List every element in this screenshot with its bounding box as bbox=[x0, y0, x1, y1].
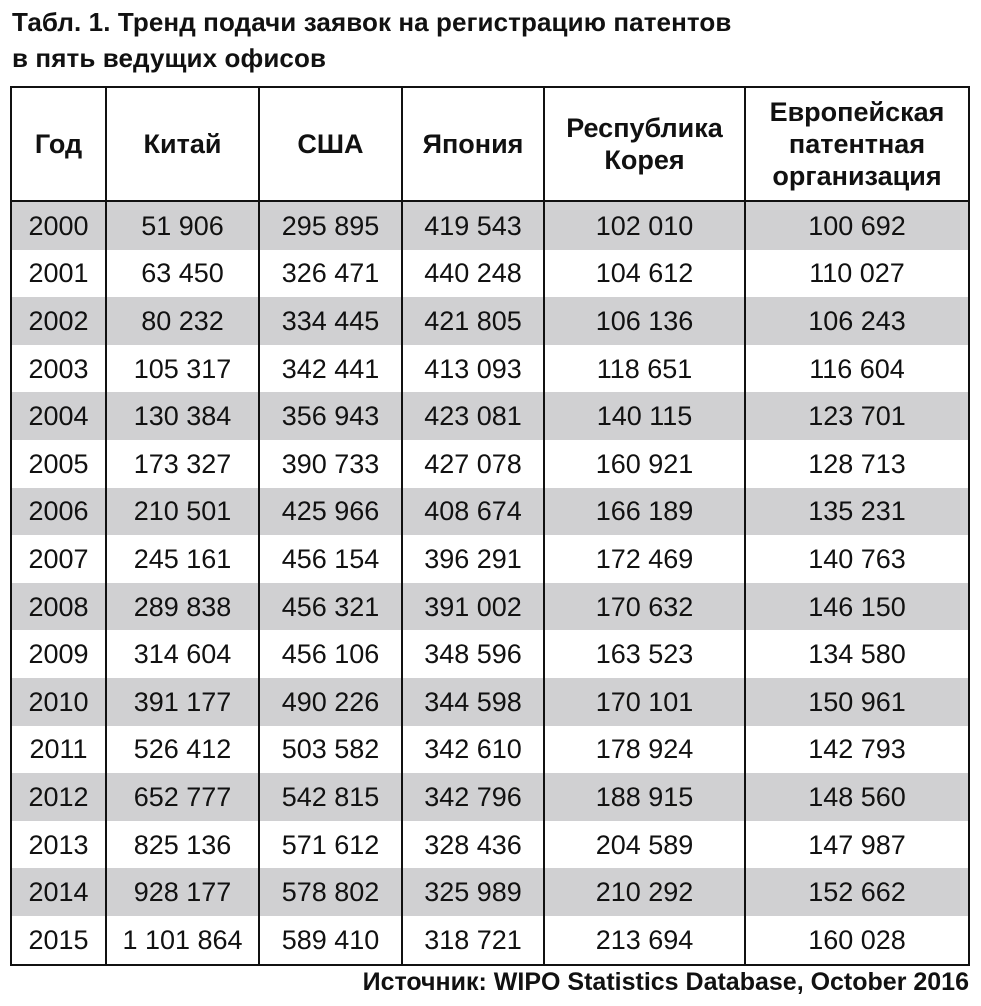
cell-china: 652 777 bbox=[106, 773, 259, 821]
table-title bbox=[12, 4, 972, 76]
cell-epo: 135 231 bbox=[745, 488, 969, 536]
cell-japan: 421 805 bbox=[402, 297, 544, 345]
header-epo-line-3: организация bbox=[772, 161, 942, 191]
cell-year: 2010 bbox=[11, 678, 106, 726]
header-korea bbox=[544, 87, 745, 201]
cell-epo: 140 763 bbox=[745, 535, 969, 583]
table-body bbox=[11, 201, 969, 965]
cell-year: 2003 bbox=[11, 345, 106, 393]
table-row bbox=[11, 821, 969, 869]
cell-year: 2007 bbox=[11, 535, 106, 583]
table-row bbox=[11, 440, 969, 488]
cell-usa: 326 471 bbox=[259, 250, 402, 298]
cell-year: 2002 bbox=[11, 297, 106, 345]
cell-usa: 578 802 bbox=[259, 868, 402, 916]
cell-usa: 571 612 bbox=[259, 821, 402, 869]
cell-usa: 425 966 bbox=[259, 488, 402, 536]
cell-epo: 110 027 bbox=[745, 250, 969, 298]
cell-korea: 170 632 bbox=[544, 583, 745, 631]
cell-china: 245 161 bbox=[106, 535, 259, 583]
table-row bbox=[11, 773, 969, 821]
cell-epo: 142 793 bbox=[745, 726, 969, 774]
cell-china: 80 232 bbox=[106, 297, 259, 345]
cell-year: 2011 bbox=[11, 726, 106, 774]
cell-china: 314 604 bbox=[106, 630, 259, 678]
header-epo-line-2: патентная bbox=[788, 129, 926, 159]
cell-epo: 160 028 bbox=[745, 916, 969, 965]
cell-korea: 166 189 bbox=[544, 488, 745, 536]
cell-usa: 356 943 bbox=[259, 392, 402, 440]
cell-usa: 334 445 bbox=[259, 297, 402, 345]
cell-epo: 116 604 bbox=[745, 345, 969, 393]
cell-usa: 456 106 bbox=[259, 630, 402, 678]
cell-china: 63 450 bbox=[106, 250, 259, 298]
table-row bbox=[11, 392, 969, 440]
header-korea-line-1: Республика bbox=[566, 113, 723, 143]
cell-usa: 503 582 bbox=[259, 726, 402, 774]
cell-year: 2000 bbox=[11, 201, 106, 250]
cell-year: 2012 bbox=[11, 773, 106, 821]
cell-year: 2008 bbox=[11, 583, 106, 631]
header-epo bbox=[745, 87, 969, 201]
header-korea-line-2: Корея bbox=[604, 145, 685, 175]
cell-epo: 146 150 bbox=[745, 583, 969, 631]
cell-epo: 128 713 bbox=[745, 440, 969, 488]
cell-korea: 106 136 bbox=[544, 297, 745, 345]
cell-china: 130 384 bbox=[106, 392, 259, 440]
cell-china: 1 101 864 bbox=[106, 916, 259, 965]
table-row bbox=[11, 250, 969, 298]
cell-japan: 325 989 bbox=[402, 868, 544, 916]
cell-epo: 123 701 bbox=[745, 392, 969, 440]
header-usa: США bbox=[259, 87, 402, 201]
cell-usa: 490 226 bbox=[259, 678, 402, 726]
cell-usa: 589 410 bbox=[259, 916, 402, 965]
cell-usa: 342 441 bbox=[259, 345, 402, 393]
cell-epo: 100 692 bbox=[745, 201, 969, 250]
cell-year: 2009 bbox=[11, 630, 106, 678]
header-epo-line-1: Европейская bbox=[769, 97, 945, 127]
cell-china: 289 838 bbox=[106, 583, 259, 631]
table-title-line-2: в пять ведущих офисов bbox=[12, 43, 327, 73]
cell-korea: 204 589 bbox=[544, 821, 745, 869]
cell-epo: 134 580 bbox=[745, 630, 969, 678]
cell-year: 2014 bbox=[11, 868, 106, 916]
cell-year: 2015 bbox=[11, 916, 106, 965]
cell-usa: 542 815 bbox=[259, 773, 402, 821]
cell-year: 2005 bbox=[11, 440, 106, 488]
cell-usa: 295 895 bbox=[259, 201, 402, 250]
cell-china: 173 327 bbox=[106, 440, 259, 488]
cell-korea: 172 469 bbox=[544, 535, 745, 583]
cell-japan: 328 436 bbox=[402, 821, 544, 869]
table-row bbox=[11, 488, 969, 536]
cell-usa: 390 733 bbox=[259, 440, 402, 488]
cell-korea: 140 115 bbox=[544, 392, 745, 440]
cell-korea: 210 292 bbox=[544, 868, 745, 916]
cell-year: 2001 bbox=[11, 250, 106, 298]
table-row bbox=[11, 345, 969, 393]
cell-epo: 106 243 bbox=[745, 297, 969, 345]
cell-japan: 344 598 bbox=[402, 678, 544, 726]
cell-china: 928 177 bbox=[106, 868, 259, 916]
cell-korea: 213 694 bbox=[544, 916, 745, 965]
table-row bbox=[11, 868, 969, 916]
cell-year: 2006 bbox=[11, 488, 106, 536]
cell-china: 825 136 bbox=[106, 821, 259, 869]
patent-applications-table bbox=[10, 86, 970, 966]
source-note: Источник: WIPO Statistics Database, October 2016 bbox=[362, 968, 969, 996]
cell-year: 2004 bbox=[11, 392, 106, 440]
cell-japan: 408 674 bbox=[402, 488, 544, 536]
cell-japan: 440 248 bbox=[402, 250, 544, 298]
header-japan: Япония bbox=[402, 87, 544, 201]
cell-china: 51 906 bbox=[106, 201, 259, 250]
cell-korea: 163 523 bbox=[544, 630, 745, 678]
cell-china: 105 317 bbox=[106, 345, 259, 393]
table-row bbox=[11, 630, 969, 678]
header-row bbox=[11, 87, 969, 201]
cell-epo: 150 961 bbox=[745, 678, 969, 726]
cell-korea: 102 010 bbox=[544, 201, 745, 250]
cell-epo: 152 662 bbox=[745, 868, 969, 916]
cell-korea: 104 612 bbox=[544, 250, 745, 298]
cell-japan: 427 078 bbox=[402, 440, 544, 488]
cell-korea: 178 924 bbox=[544, 726, 745, 774]
cell-korea: 118 651 bbox=[544, 345, 745, 393]
cell-korea: 160 921 bbox=[544, 440, 745, 488]
cell-japan: 318 721 bbox=[402, 916, 544, 965]
table-title-line-1: Табл. 1. Тренд подачи заявок на регистрацию патентов bbox=[12, 7, 732, 37]
cell-korea: 170 101 bbox=[544, 678, 745, 726]
cell-epo: 148 560 bbox=[745, 773, 969, 821]
cell-korea: 188 915 bbox=[544, 773, 745, 821]
header-year: Год bbox=[11, 87, 106, 201]
table-row bbox=[11, 297, 969, 345]
cell-usa: 456 154 bbox=[259, 535, 402, 583]
cell-china: 526 412 bbox=[106, 726, 259, 774]
table-row bbox=[11, 726, 969, 774]
cell-japan: 342 610 bbox=[402, 726, 544, 774]
table-row bbox=[11, 201, 969, 250]
cell-japan: 423 081 bbox=[402, 392, 544, 440]
cell-japan: 342 796 bbox=[402, 773, 544, 821]
header-china: Китай bbox=[106, 87, 259, 201]
cell-epo: 147 987 bbox=[745, 821, 969, 869]
cell-japan: 396 291 bbox=[402, 535, 544, 583]
table-row bbox=[11, 916, 969, 965]
cell-japan: 348 596 bbox=[402, 630, 544, 678]
cell-usa: 456 321 bbox=[259, 583, 402, 631]
cell-china: 210 501 bbox=[106, 488, 259, 536]
cell-japan: 391 002 bbox=[402, 583, 544, 631]
table-row bbox=[11, 535, 969, 583]
cell-china: 391 177 bbox=[106, 678, 259, 726]
table-row bbox=[11, 678, 969, 726]
cell-japan: 419 543 bbox=[402, 201, 544, 250]
cell-year: 2013 bbox=[11, 821, 106, 869]
cell-japan: 413 093 bbox=[402, 345, 544, 393]
table-row bbox=[11, 583, 969, 631]
